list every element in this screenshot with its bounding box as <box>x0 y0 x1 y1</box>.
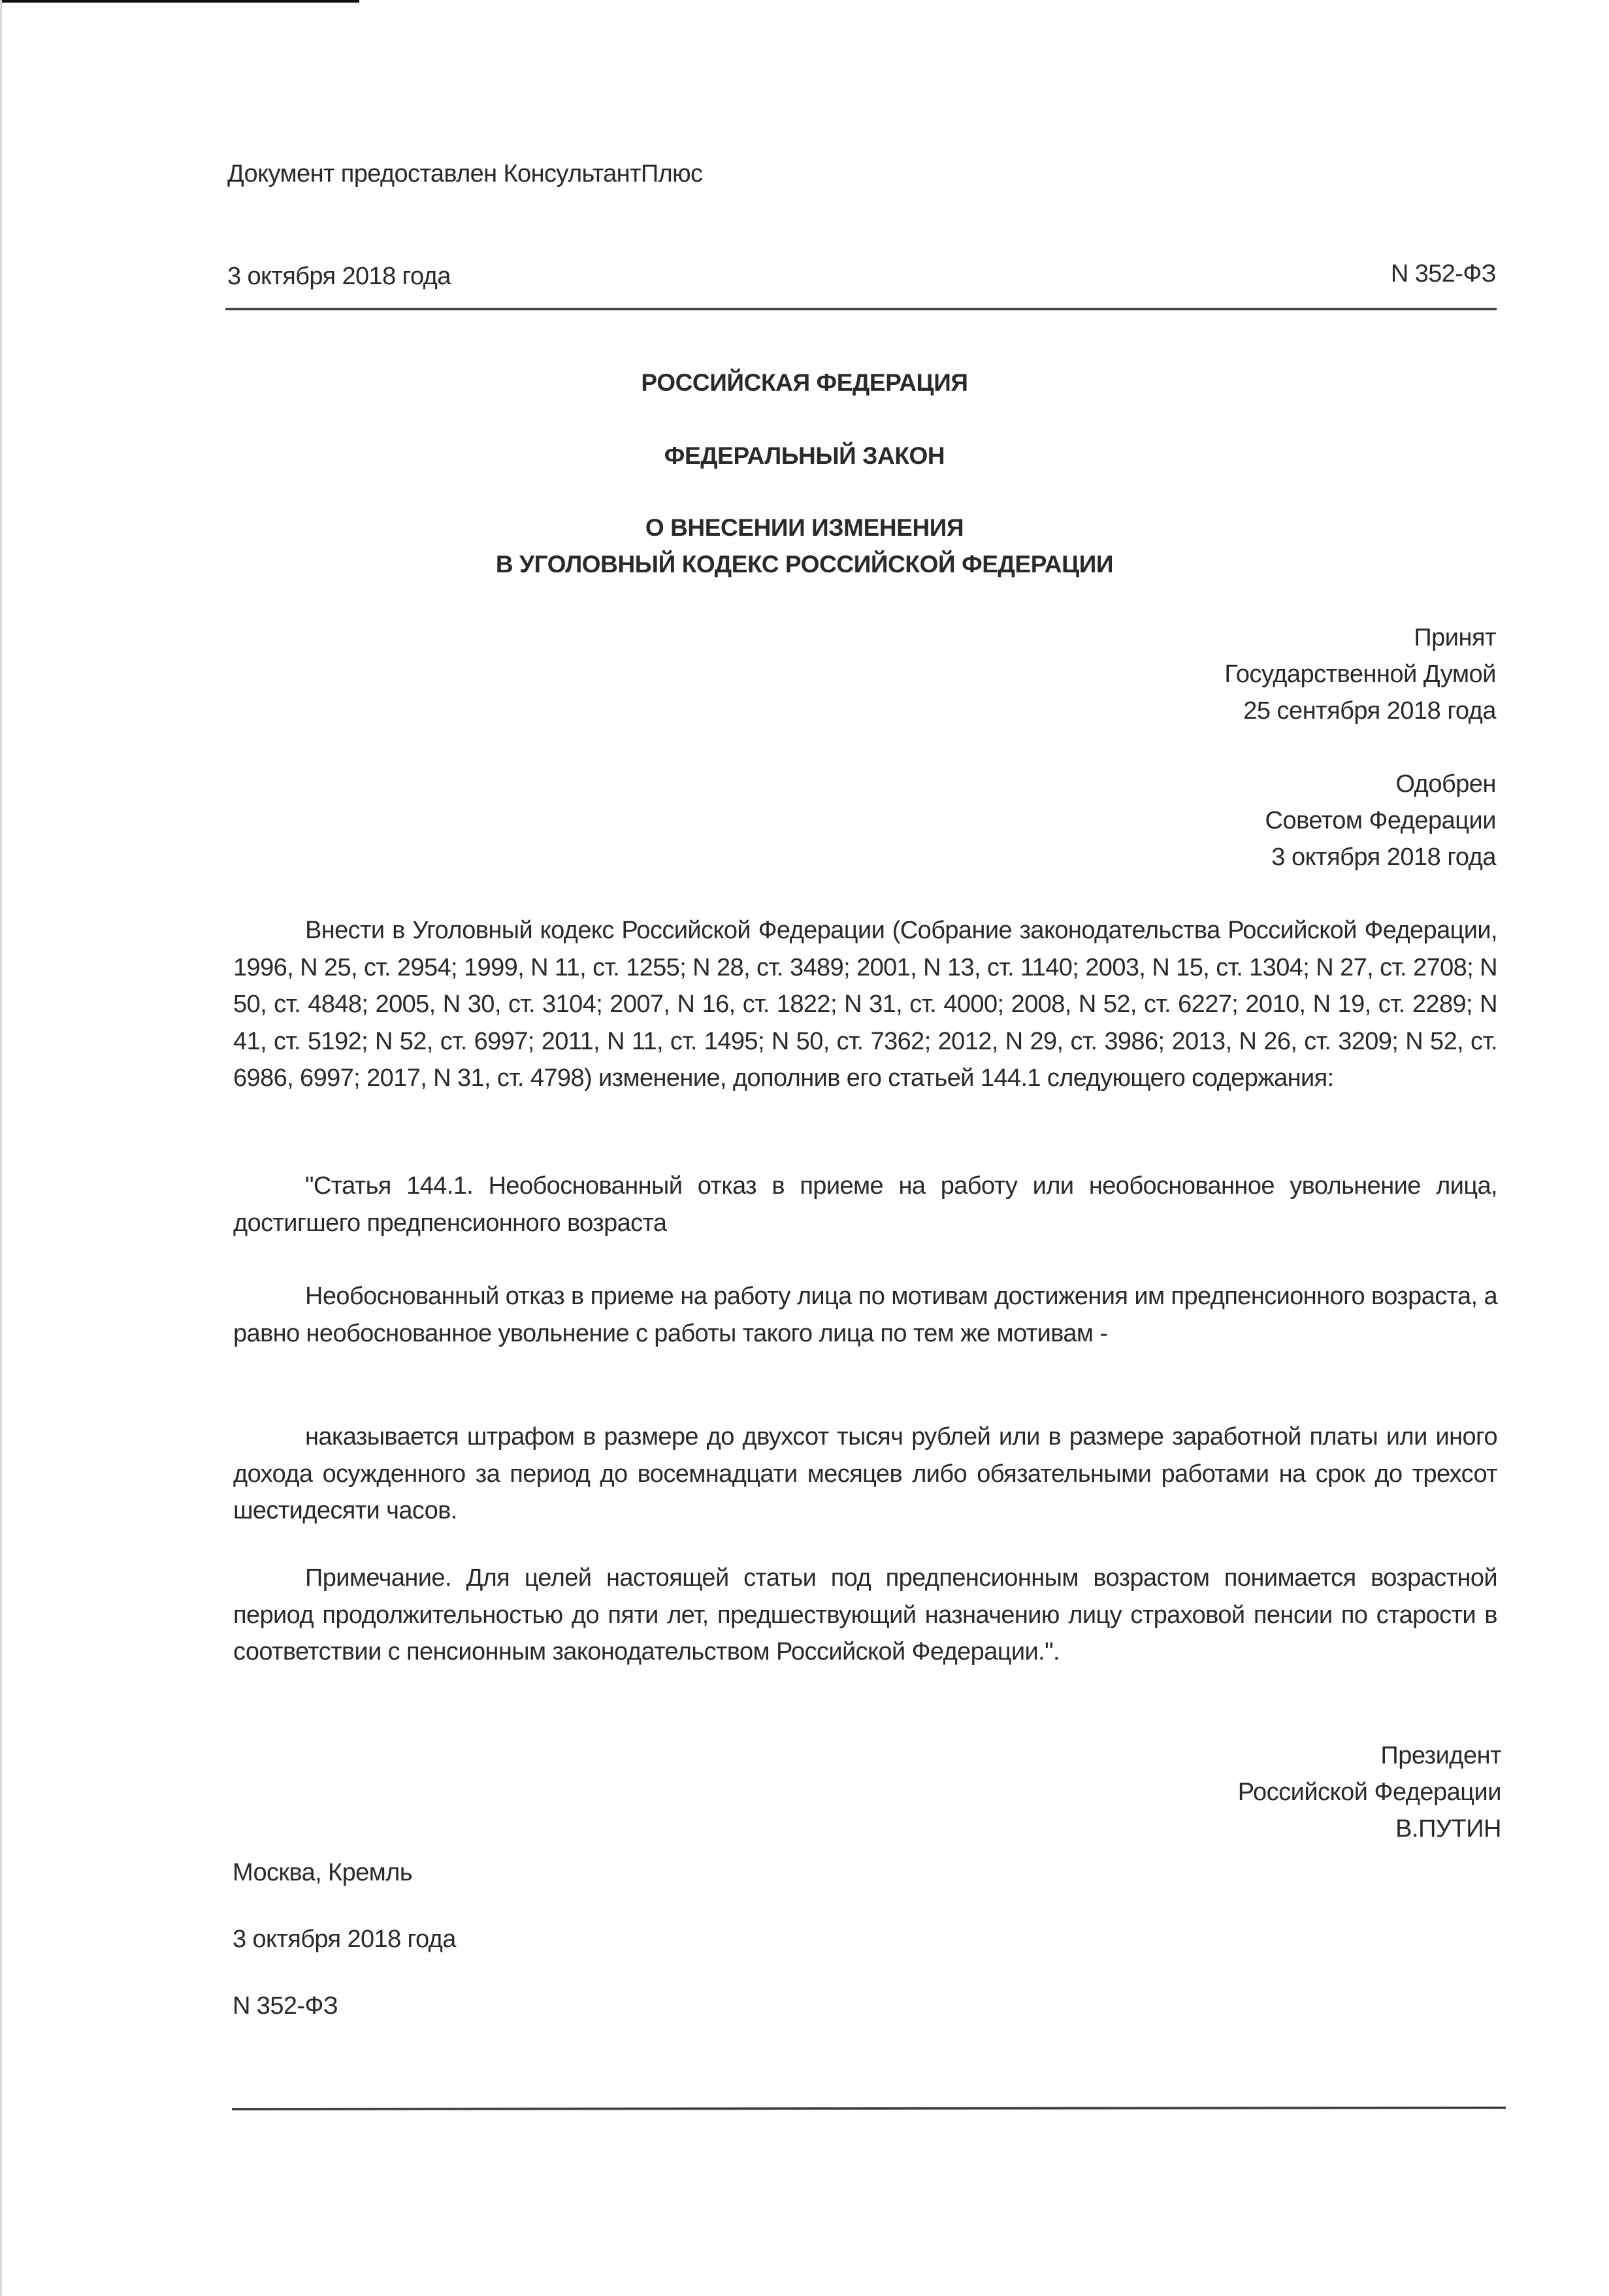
footer-divider <box>232 2107 1506 2110</box>
adopted-date: 25 сентября 2018 года <box>1243 697 1496 725</box>
scan-edge-left <box>0 0 2 2296</box>
header-divider <box>225 308 1497 310</box>
article-title: "Статья 144.1. Необоснованный отказ в приеме на работу или необоснованное увольнение лица, достигшего предпенсионного возраста <box>233 1172 1497 1237</box>
article-note: Примечание. Для целей настоящей статьи под предпенсионным возрастом понимается возрастной период продолжительностью до пяти лет, предшествующий назначению лицу страховой пенсии по старости в соответствии с пенсионным законодательством Российской Федерации.". <box>233 1564 1497 1665</box>
article-paragraph-2: наказывается штрафом в размере до двухсот тысяч рублей или в размере заработной платы или иного дохода осужденного за период до восемнадцати месяцев либо обязательными работами на срок до трехсот шестидесяти часов. <box>233 1423 1497 1524</box>
adopted-label: Принят <box>1414 624 1496 651</box>
approved-by: Советом Федерации <box>1265 807 1496 834</box>
header-number: N 352-ФЗ <box>1390 260 1496 287</box>
title-country: РОССИЙСКАЯ ФЕДЕРАЦИЯ <box>641 369 968 396</box>
adopted-by: Государственной Думой <box>1224 661 1496 688</box>
signature-title: Президент <box>1380 1742 1501 1769</box>
title-name-line1: О ВНЕСЕНИИ ИЗМЕНЕНИЯ <box>645 514 964 541</box>
footer-date: 3 октября 2018 года <box>233 1926 456 1953</box>
provider-note: Документ предоставлен КонсультантПлюс <box>227 160 703 188</box>
article-paragraph-1: Необоснованный отказ в приеме на работу лица по мотивам достижения им предпенсионного возраста, а равно необоснованное увольнение с работы такого лица по тем же мотивам - <box>233 1283 1497 1347</box>
footer-number: N 352-ФЗ <box>233 1992 338 2020</box>
footer-place: Москва, Кремль <box>233 1859 412 1886</box>
title-name-line2: В УГОЛОВНЫЙ КОДЕКС РОССИЙСКОЙ ФЕДЕРАЦИИ <box>495 551 1114 578</box>
approved-label: Одобрен <box>1395 770 1496 798</box>
title-doc-type: ФЕДЕРАЛЬНЫЙ ЗАКОН <box>664 442 945 469</box>
signature-org: Российской Федерации <box>1237 1779 1501 1806</box>
intro-paragraph: Внести в Уголовный кодекс Российской Федерации (Собрание законодательства Российской Федерации, 1996, N 25, ст. 2954; 1999, N 11, ст. 1255; N 28, ст. 3489; 2001, N 13, ст. 1140; 2003, N 15, ст. 1304; N 27, ст. 2708; N 50, ст. 4848; 2005, N 30, ст. 3104; 2007, N 16, ст. 1822; N 31, ст. 4000; 2008, N 52, ст. 6227; 2010, N 19, ст. 2289; N 41, ст. 5192; N 52, ст. 6997; 2011, N 11, ст. 1495; N 50, ст. 7362; 2012, N 29, ст. 3986; 2013, N 26, ст. 3209; N 52, ст. 6986, 6997; 2017, N 31, ст. 4798) изменение, дополнив его статьей 144.1 следующего содержания: <box>233 917 1497 1092</box>
header-date: 3 октября 2018 года <box>227 263 451 290</box>
scan-edge-top <box>0 0 359 3</box>
approved-date: 3 октября 2018 года <box>1271 844 1496 871</box>
signature-name: В.ПУТИН <box>1395 1815 1501 1843</box>
